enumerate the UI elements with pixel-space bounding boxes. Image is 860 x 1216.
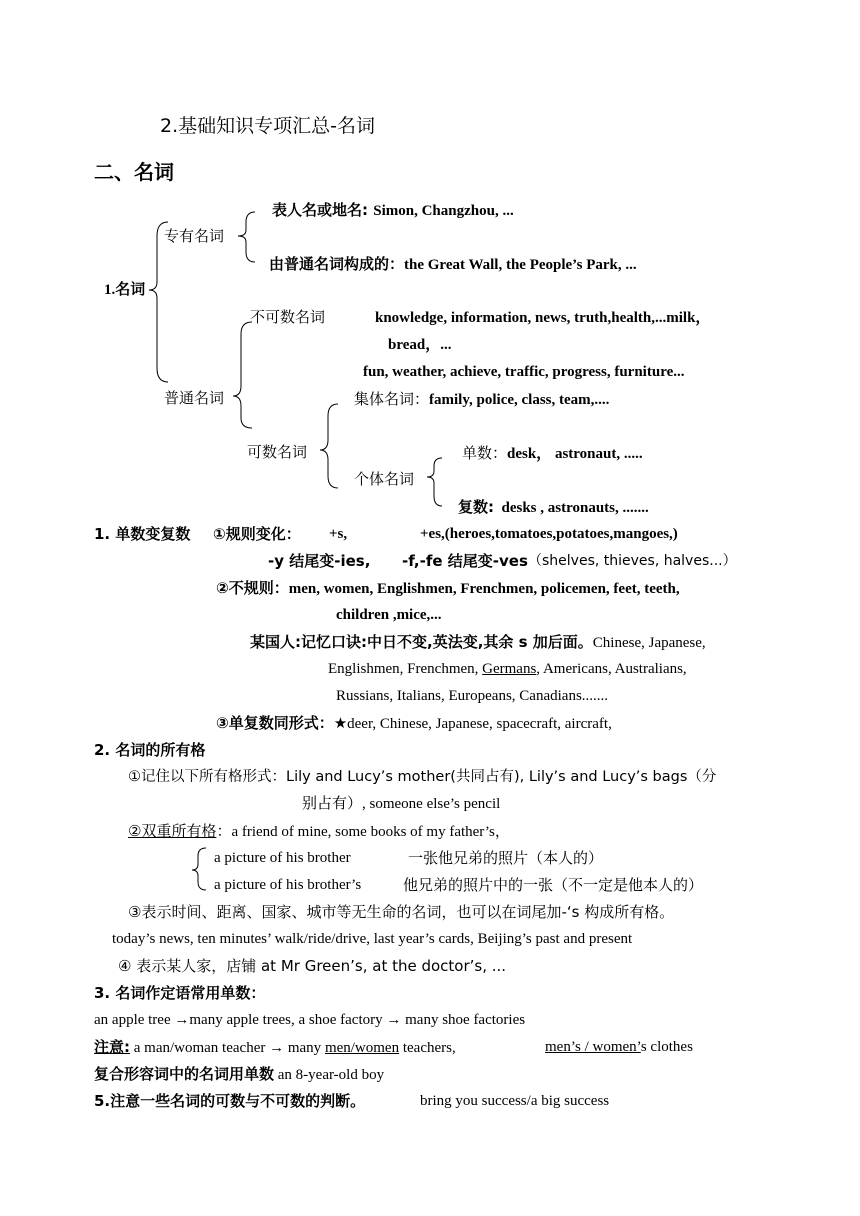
plural-examples: 复数: desks , astronauts, .......	[458, 498, 649, 516]
s2-ex2-en: a picture of his brother’s	[214, 877, 362, 893]
uncountable-line-3: fun, weather, achieve, traffic, progress, furniture...	[363, 364, 685, 380]
uncountable-line-2: bread，...	[388, 337, 452, 353]
irregular-line-2: children ,mice,...	[336, 607, 442, 623]
individual-noun-label: 个体名词	[354, 470, 415, 488]
s3-note-clothes: men’s / women’s clothes	[545, 1039, 693, 1055]
section-heading: 二、名词	[94, 160, 174, 184]
s2-ex1-en: a picture of his brother	[214, 850, 351, 866]
brace-individual	[427, 458, 442, 506]
s2-p2: ②双重所有格：a friend of mine, some books of my father’s，	[128, 822, 510, 840]
s3-heading: 3. 名词作定语常用单数：	[94, 984, 266, 1002]
y-rule: -y 结尾变-ies,	[268, 552, 371, 570]
f-examples: （shelves, thieves, halves...）	[528, 553, 737, 569]
regular-label: ①规则变化：	[213, 525, 301, 543]
uncountable-label: 不可数名词	[250, 308, 326, 326]
singular-examples: 单数：desk， astronaut, .....	[462, 444, 643, 462]
uncountable-line-1: knowledge, information, news, truth,health,...milk，	[375, 310, 711, 326]
nation-line-3: Russians, Italians, Europeans, Canadians.......	[336, 688, 609, 704]
regular-s: +s,	[329, 526, 348, 542]
s5-heading: 5.注意一些名词的可数与不可数的判断。	[94, 1092, 366, 1110]
same-form-line: ③单复数同形式：★deer, Chinese, Japanese, spacecraft, aircraft,	[216, 714, 612, 732]
irregular-line-1: ②不规则：men, women, Englishmen, Frenchmen, policemen, feet, teeth,	[216, 579, 680, 597]
s2-ex1-cn: 一张他兄弟的照片（本人的）	[408, 849, 604, 867]
nation-line-1: 某国人:记忆口诀:中日不变,英法变,其余 s 加后面。Chinese, Japanese,	[250, 633, 706, 651]
nation-line-2: Englishmen, Frenchmen, Germans, Americans, Australians,	[328, 661, 687, 677]
proper-item-2: 由普通名词构成的：the Great Wall, the People’s Park, ...	[269, 255, 637, 273]
brace-root	[149, 222, 168, 382]
s2-p1: ①记住以下所有格形式：Lily and Lucy’s mother(共同占有), Lily’s and Lucy’s bags（分	[128, 769, 717, 785]
s1-heading: 1. 单数变复数	[94, 525, 191, 543]
tree-root: 1.名词	[104, 282, 146, 298]
f-rule: -f,-fe 结尾变-ves	[402, 552, 528, 570]
regular-es: +es,(heroes,tomatoes,potatoes,mangoes,)	[420, 526, 678, 542]
brace-proper	[238, 212, 255, 262]
proper-item-1: 表人名或地名: Simon, Changzhou, ...	[272, 201, 514, 219]
s5-example: bring you success/a big success	[420, 1093, 610, 1109]
brace-double-possessive	[192, 848, 206, 890]
proper-noun-label: 专有名词	[164, 227, 225, 245]
countable-label: 可数名词	[247, 443, 308, 461]
s2-p3-examples: today’s news, ten minutes’ walk/ride/drive, last year’s cards, Beijing’s past and present	[112, 931, 633, 947]
brace-common	[233, 322, 252, 428]
s2-heading: 2. 名词的所有格	[94, 741, 206, 759]
s2-p4: ④ 表示某人家，店铺 at Mr Green’s, at the doctor’s, ...	[118, 957, 507, 975]
s2-ex2-cn: 他兄弟的照片中的一张（不一定是他本人的）	[403, 876, 704, 894]
s2-p3: ③表示时间、距离、国家、城市等无生命的名词，也可以在词尾加-‘s 构成所有格。	[128, 903, 675, 921]
collective-noun: 集体名词：family, police, class, team,....	[354, 390, 610, 408]
page-title: 2.基础知识专项汇总-名词	[160, 115, 375, 137]
s3-line-1: an apple tree →many apple trees, a shoe factory → many shoe factories	[94, 1012, 526, 1028]
s3-compound: 复合形容词中的名词用单数 an 8-year-old boy	[94, 1065, 385, 1083]
s2-p1b: 别占有）, someone else’s pencil	[302, 796, 501, 812]
s3-note: 注意: a man/woman teacher → many men/women teachers,	[94, 1038, 456, 1056]
common-noun-label: 普通名词	[164, 389, 225, 407]
brace-countable	[320, 404, 338, 488]
